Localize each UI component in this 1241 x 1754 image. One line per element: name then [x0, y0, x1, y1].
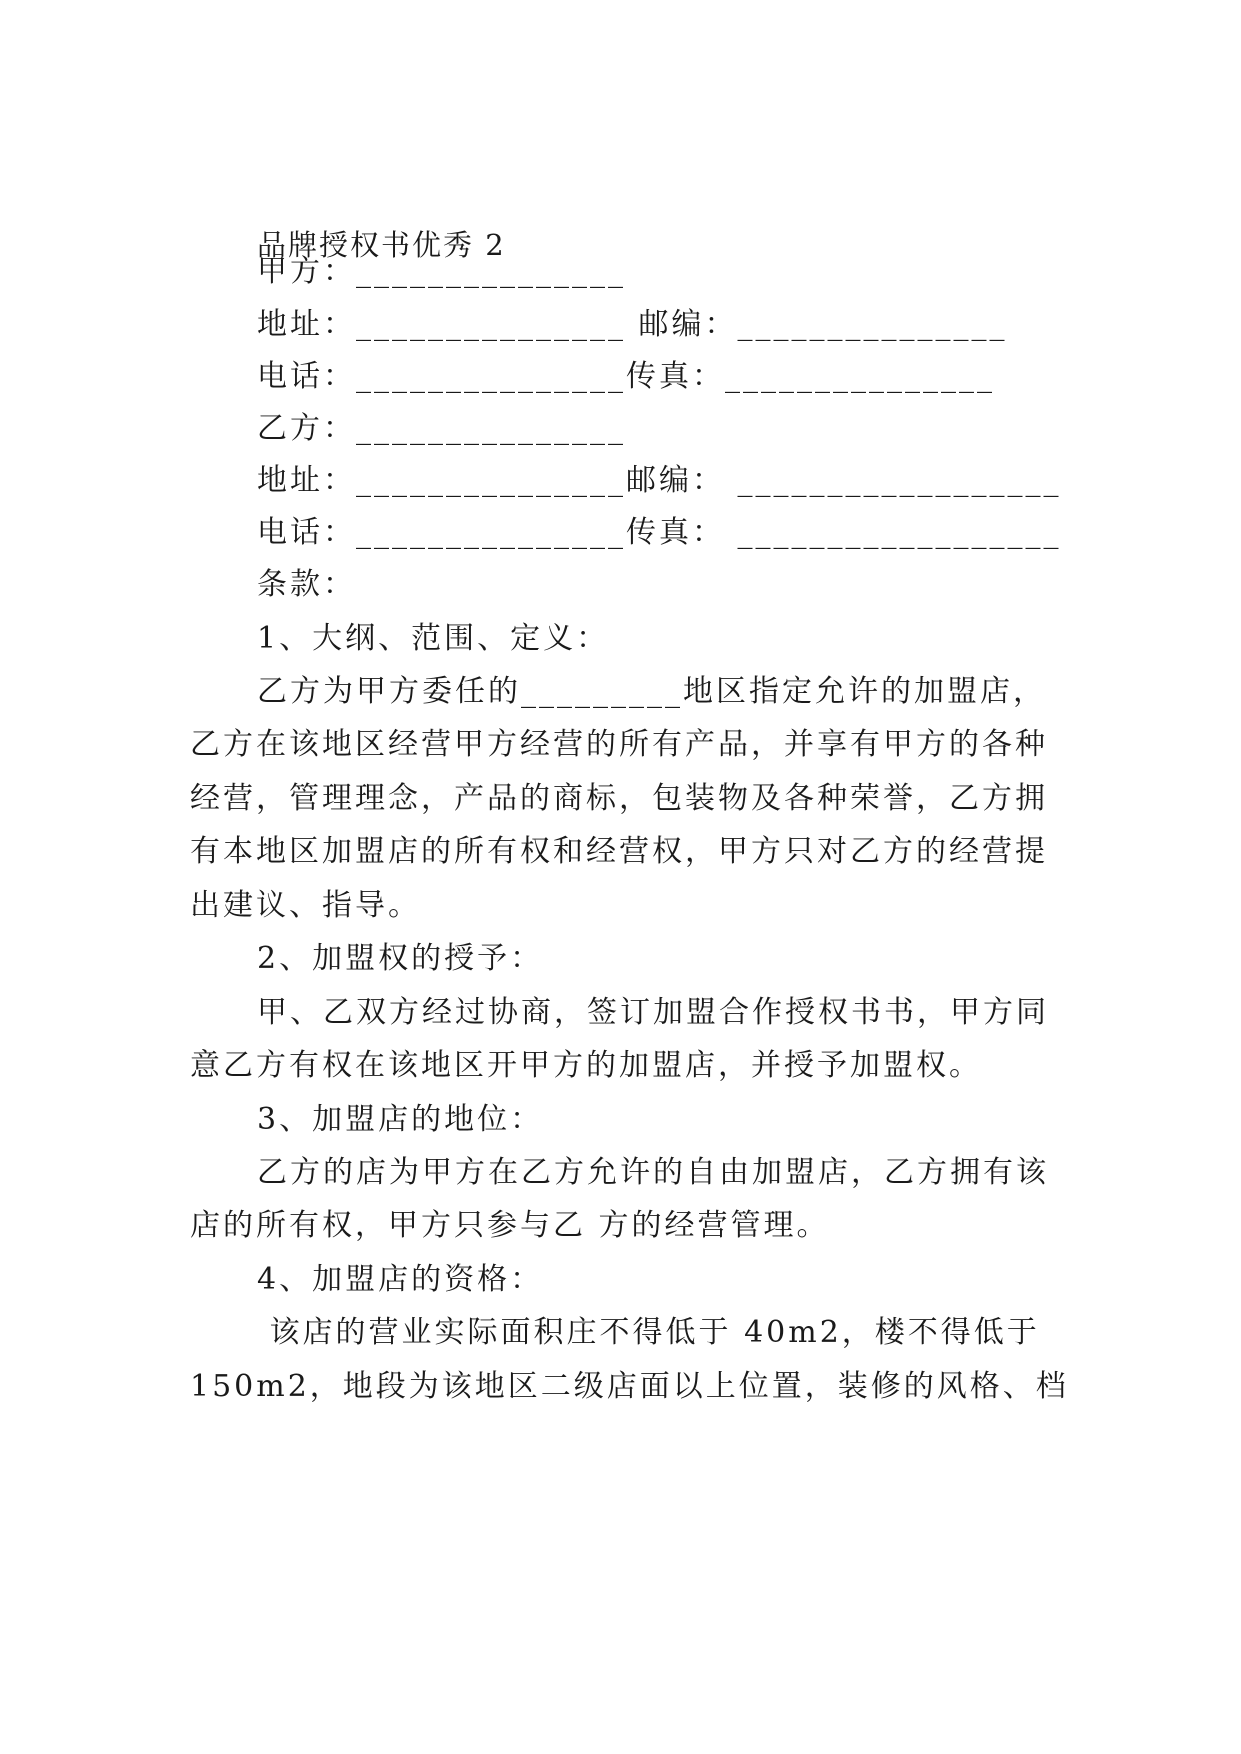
section-4-line-2: 150m2，地段为该地区二级店面以上位置，装修的风格、档	[190, 1369, 1069, 1404]
section-3-heading: 3、加盟店的地位：	[257, 1102, 544, 1137]
section-2-line-1: 甲、乙双方经过协商，签订加盟合作授权书书，甲方同	[257, 995, 1049, 1030]
section-1-heading: 1、大纲、范围、定义：	[257, 621, 610, 656]
document-title: 品牌授权书优秀 2	[257, 228, 506, 262]
party-b-phone-line: 电话：_______________传真： __________________	[257, 515, 1062, 550]
party-a-address-line: 地址：_______________ 邮编：_______________	[257, 307, 1008, 342]
section-1-line-5: 出建议、指导。	[190, 888, 421, 923]
section-3-line-2: 店的所有权，甲方只参与乙 方的经营管理。	[190, 1208, 830, 1243]
section-3-line-1: 乙方的店为甲方在乙方允许的自由加盟店，乙方拥有该	[257, 1155, 1049, 1190]
party-a-phone-line: 电话：_______________传真：_______________	[257, 359, 995, 394]
party-b-name-line: 乙方：_______________	[257, 411, 626, 446]
party-a-name-line: 甲方：_______________	[257, 254, 626, 289]
section-1-line-1: 乙方为甲方委任的_________地区指定允许的加盟店，	[257, 674, 1046, 709]
section-2-line-2: 意乙方有权在该地区开甲方的加盟店，并授予加盟权。	[190, 1048, 982, 1083]
section-1-line-4: 有本地区加盟店的所有权和经营权，甲方只对乙方的经营提	[190, 834, 1048, 869]
section-1-line-3: 经营，管理理念，产品的商标，包装物及各种荣誉，乙方拥	[190, 781, 1048, 816]
section-1-line-2: 乙方在该地区经营甲方经营的所有产品，并享有甲方的各种	[190, 727, 1048, 762]
section-2-heading: 2、加盟权的授予：	[257, 941, 544, 976]
terms-heading: 条款：	[257, 567, 356, 602]
section-4-line-1: 该店的营业实际面积庄不得低于 40m2，楼不得低于	[257, 1315, 1040, 1350]
section-4-heading: 4、加盟店的资格：	[257, 1262, 544, 1297]
party-b-address-line: 地址：_______________邮编： __________________	[257, 463, 1062, 498]
